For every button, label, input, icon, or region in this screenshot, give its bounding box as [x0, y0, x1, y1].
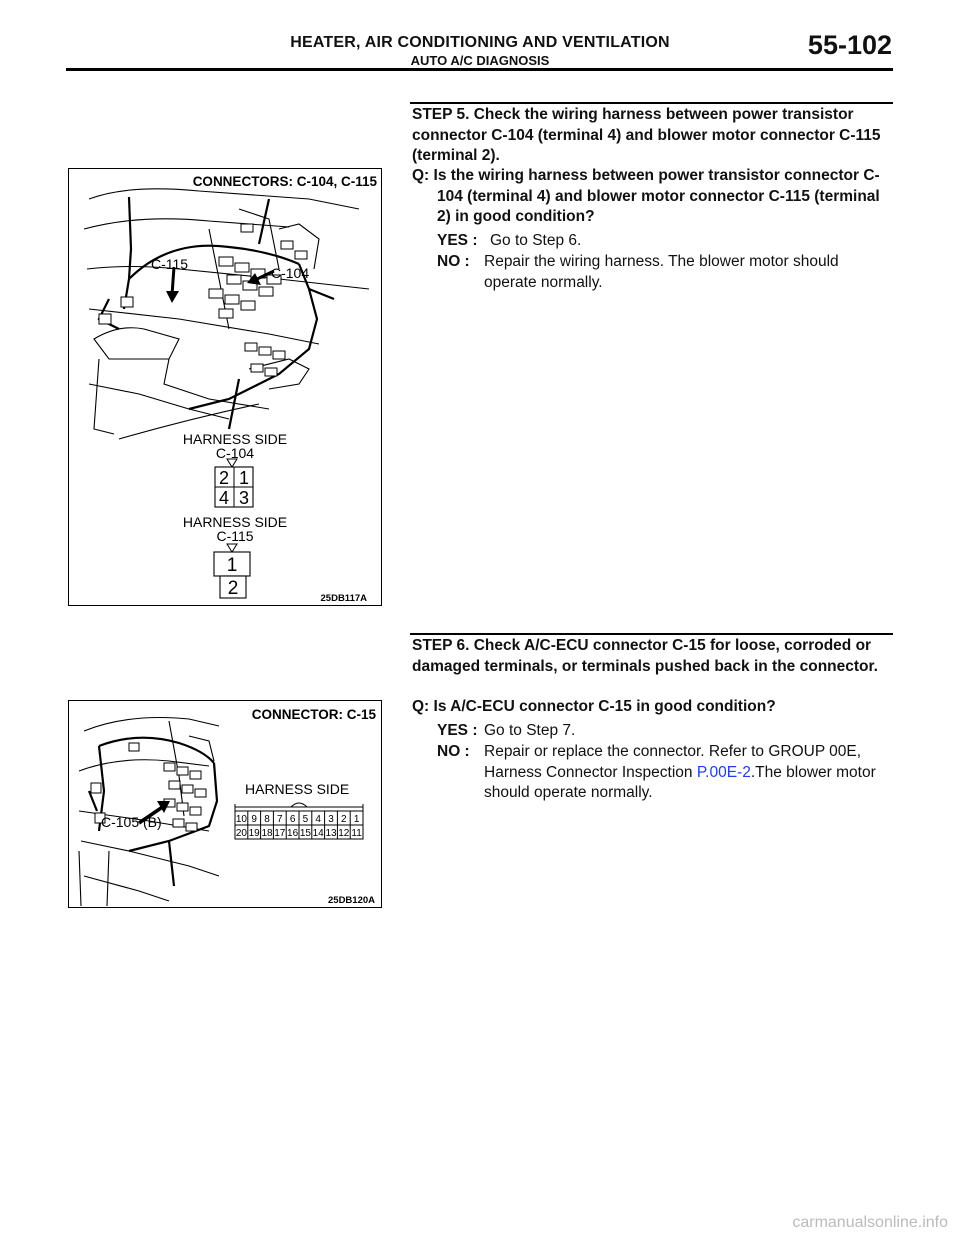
c104-connector-label: C-104: [215, 445, 255, 461]
c15-pin: 20: [235, 828, 247, 839]
no-text: Repair the wiring harness. The blower motor should operate normally.: [484, 253, 839, 291]
step6-title: STEP 6. Check A/C-ECU connector C-15 for loose, corroded or damaged terminals, or terminals pushed back in the connector.: [412, 637, 878, 675]
c15-pin: 12: [338, 828, 350, 839]
label-c104: C-104: [271, 265, 310, 281]
wiring-harness: [99, 197, 334, 429]
c15-pin: 14: [312, 828, 324, 839]
c15-pin: 1: [353, 814, 360, 825]
c15-pin: 11: [351, 828, 362, 839]
c104-pin: 2: [218, 468, 230, 488]
c15-pin: 3: [328, 814, 334, 825]
yes-text: Go to Step 6.: [490, 232, 582, 249]
section-title: HEATER, AIR CONDITIONING AND VENTILATION: [290, 34, 670, 51]
c15-pin: 10: [235, 814, 247, 825]
step6-question: Q: Is A/C-ECU connector C-15 in good condition?: [412, 698, 776, 715]
c15-pin: 9: [251, 814, 257, 825]
c104-pin: 4: [218, 488, 230, 508]
step6-yes: [437, 721, 892, 742]
c15-pin: 15: [299, 828, 311, 839]
yes-text: Go to Step 7.: [484, 722, 576, 739]
dashboard-harness-illustration: [69, 169, 383, 607]
harness-side-label-1: HARNESS SIDE: [182, 431, 288, 447]
step6-no: [437, 742, 892, 804]
c15-pin: 7: [277, 814, 283, 825]
step6-rule: [410, 633, 893, 635]
figure2-code: 25DB120A: [328, 895, 375, 906]
harness-side-label: HARNESS SIDE: [245, 781, 350, 797]
figure2-title: CONNECTOR: C-15: [251, 707, 376, 722]
label-c115: C-115: [151, 256, 189, 272]
no-label: NO :: [437, 253, 470, 270]
no-text-part2: .The blower motor should operate normally.: [484, 763, 876, 801]
c115-connector-label: C-115: [216, 528, 254, 544]
yes-label: YES :: [437, 232, 478, 249]
dashboard-c15-illustration: [69, 701, 383, 909]
c15-pin: 2: [341, 814, 347, 825]
c15-pin: 4: [315, 814, 321, 825]
section-subtitle: AUTO A/C DIAGNOSIS: [410, 53, 550, 68]
no-text-part1: Repair or replace the connector. Refer to GROUP 00E, Harness Connector Inspection: [484, 743, 862, 781]
label-c105: C-105 (B): [101, 814, 162, 830]
c115-pin: 2: [227, 578, 239, 599]
c15-pin: 17: [274, 828, 286, 839]
figure1-title: CONNECTORS: C-104, C-115: [192, 174, 377, 189]
figure-connectors-c104-c115: [68, 168, 382, 606]
figure1-code: 25DB117A: [320, 593, 367, 604]
page-number: 55-102: [807, 30, 892, 60]
figure-connector-c15: [68, 700, 382, 908]
harness-side-label-2: HARNESS SIDE: [182, 514, 288, 530]
header-rule: [66, 68, 893, 71]
c15-pin: 18: [261, 828, 273, 839]
footer-watermark: carmanualsonline.info: [792, 1214, 948, 1231]
group-00e-link[interactable]: P.00E-2: [696, 763, 751, 781]
c104-pin: 1: [238, 468, 250, 488]
c15-pin: 16: [287, 828, 299, 839]
yes-label: YES :: [437, 722, 478, 739]
c15-pin: 5: [302, 814, 309, 825]
no-text: [437, 742, 892, 804]
step5-question: Q: Is the wiring harness between power transistor connector C-104 (terminal 4) and blower motor connector C-115 (terminal 2) in good condition?: [412, 167, 880, 225]
c115-pin: 1: [226, 555, 238, 576]
c15-pin: 6: [289, 814, 296, 825]
step5-yes: [437, 231, 892, 252]
step5-rule: [410, 102, 893, 104]
c15-pin: 19: [248, 828, 260, 839]
c15-pin: 13: [325, 828, 337, 839]
step5-no: [437, 252, 892, 293]
step5-title: STEP 5. Check the wiring harness between power transistor connector C-104 (terminal 4) and blower motor connector C-115 (terminal 2).: [412, 106, 881, 164]
c104-pin: 3: [238, 488, 250, 508]
c15-pin: 8: [264, 814, 270, 825]
no-label: NO :: [437, 743, 470, 760]
